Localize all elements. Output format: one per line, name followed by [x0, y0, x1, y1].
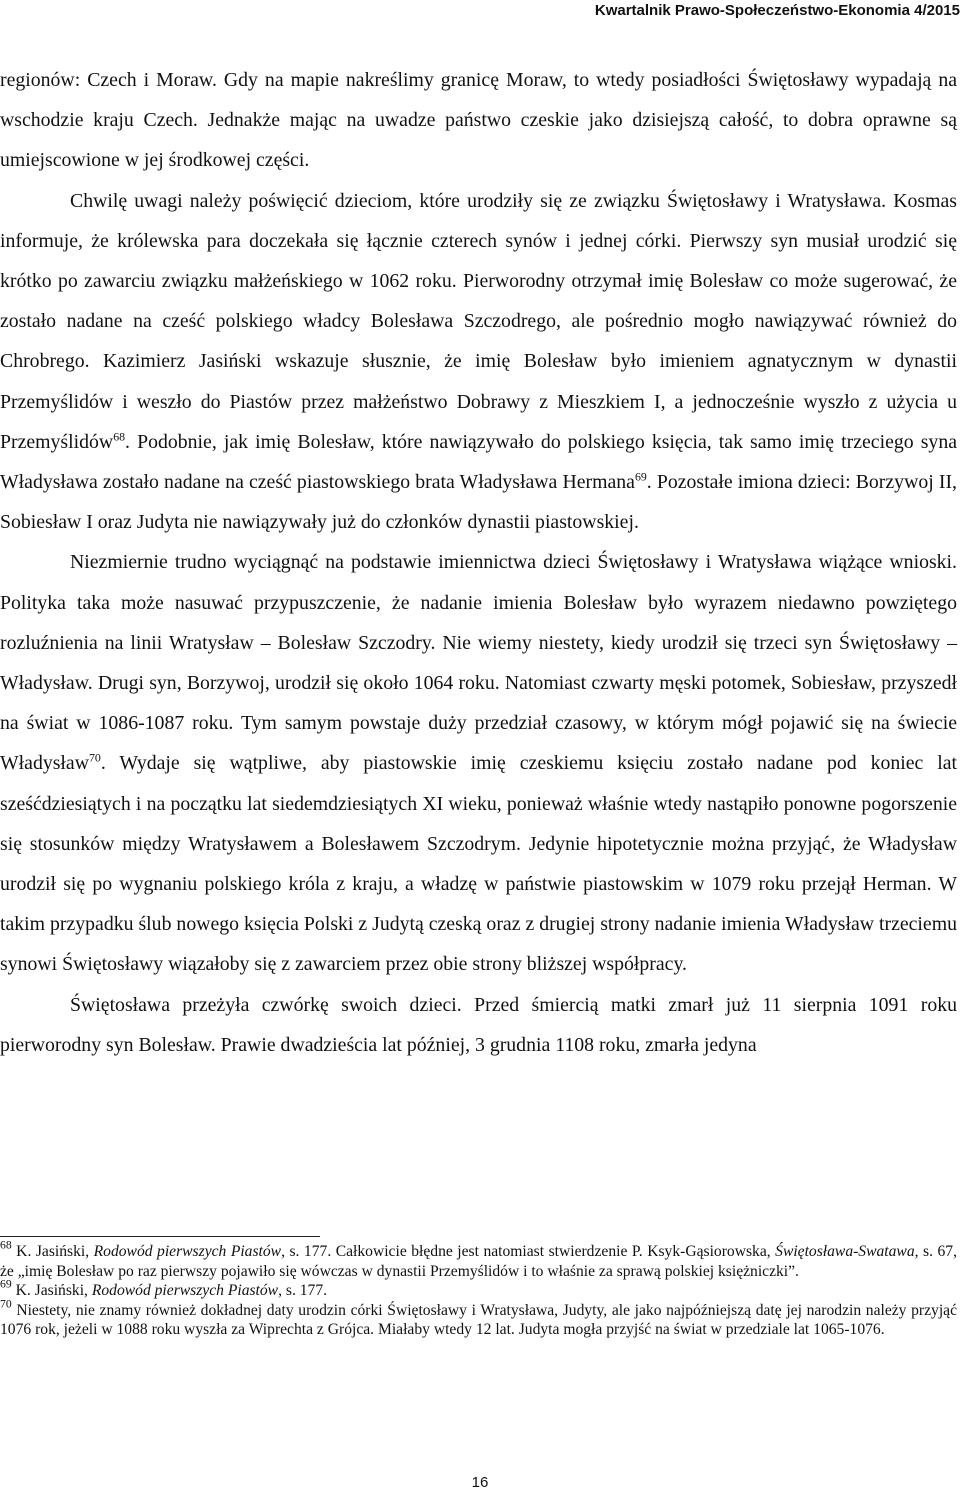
footnote-text: , s. 67, że „imię Bolesław po raz pierwszy pojawiło się wówczas w dynastii Przemyślidów i to właśnie za sprawą polskiej księżniczki”.: [0, 1243, 957, 1280]
paragraph-2-text-b: . Podobnie, jak imię Bolesław, które nawiązywało do polskiego księcia, tak samo imię trzeciego syna Władysława zostało nadane na cześć piastowskiego brata Władysława Hermana: [0, 430, 957, 494]
article-body: [0, 60, 957, 1065]
paragraph-2-text-c: . Pozostałe imiona dzieci: Borzywoj II, Sobiesław I oraz Judyta nie nawiązywały już do członków dynastii piastowskiej.: [0, 471, 957, 534]
footnote-68: [0, 1238, 957, 1281]
footnote-separator: [0, 1236, 320, 1237]
journal-header: Kwartalnik Prawo-Społeczeństwo-Ekonomia 4/2015: [594, 2, 960, 19]
footnote-ref-70[interactable]: 70: [89, 750, 101, 765]
paragraph-2-text-a: Chwilę uwagi należy poświęcić dzieciom, które urodziły się ze związku Świętosławy i Wratysława. Kosmas informuje, że królewska para doczekała się łącznie czterech synów i jednej córki. Pierwszy syn musiał urodzić się krótko po zawarciu związku małżeńskiego w 1062 roku. Pierworodny otrzymał imię Bolesław co może sugerować, że zostało nadane na cześć polskiego władcy Bolesława Szczodrego, ale pośrednio mogło nawiązywać również do Chrobrego. Kazimierz Jasiński wskazuje słusznie, że imię Bolesław było imieniem agnatycznym w dynastii Przemyślidów i weszło do Piastów przez małżeństwo Dobrawy z Mieszkiem I, a jednocześnie wyszło z użycia u Przemyślidów: [0, 189, 957, 453]
paragraph-3: [0, 542, 957, 984]
footnote-text: K. Jasiński,: [11, 1282, 92, 1300]
footnote-book-title: Rodowód pierwszych Piastów: [91, 1282, 279, 1300]
footnote-number: 70: [0, 1297, 12, 1311]
footnote-69: [0, 1277, 957, 1301]
footnote-number: 69: [0, 1277, 12, 1291]
paragraph-2: [0, 181, 957, 543]
paragraph-1: regionów: Czech i Moraw. Gdy na mapie nakreślimy granicę Moraw, to wtedy posiadłości Świętosławy wypadają na wschodzie kraju Czech. Jednakże mając na uwadze państwo czeskie jako dzisiejszą całość, to dobra oprawne są umiejscowione w jej środkowej części.: [0, 69, 957, 172]
footnote-book-title: Świętosława-Swatawa: [775, 1243, 915, 1260]
footnote-text: Niestety, nie znamy również dokładnej daty urodzin córki Świętosławy i Wratysława, Judyty, ale jako najpóźniejszą datę jej narodzin należy przyjąć 1076 rok, jeżeli w 1088 roku wyszła za Wiprechta z Grójca. Miałaby wtedy 12 lat. Judyta mogła przyjść na świat w przedziale lat 1065-1076.: [0, 1301, 957, 1339]
footnotes: [0, 1238, 957, 1340]
footnote-70: [0, 1297, 957, 1340]
paragraph-3-text-b: . Wydaje się wątpliwe, aby piastowskie imię czeskiemu księciu zostało nadane pod koniec lat sześćdziesiątych i na początku lat siedemdziesiątych XI wieku, ponieważ właśnie wtedy nastąpiło ponowne pogorszenie się stosunków między Wratysławem a Bolesławem Szczodrym. Jedynie hipotetycznie można przyjąć, że Władysław urodził się po wygnaniu polskiego króla z kraju, a władzę w państwie piastowskim w 1079 roku przejął Herman. W takim przypadku ślub nowego księcia Polski z Judytą czeską oraz z drugiej strony nadanie imienia Władysław trzeciemu synowi Świętosławy wiązałoby się z zawarciem przez obie strony bliższej współpracy.: [0, 752, 957, 976]
page-number: 16: [471, 1474, 489, 1491]
footnote-ref-69[interactable]: 69: [634, 469, 647, 484]
footnote-ref-68[interactable]: 68: [113, 429, 126, 444]
footnote-book-title: Rodowód pierwszych Piastów: [93, 1243, 282, 1260]
footnote-text: , s. 177.: [278, 1282, 328, 1300]
paragraph-4: Świętosława przeżyła czwórkę swoich dzieci. Przed śmiercią matki zmarł już 11 sierpnia 1091 roku pierworodny syn Bolesław. Prawie dwadzieścia lat później, 3 grudnia 1108 roku, zmarła jedyna: [0, 993, 957, 1056]
footnote-number: 68: [0, 1238, 12, 1252]
footnote-text: K. Jasiński,: [11, 1243, 94, 1260]
paragraph-3-text-a: Niezmiernie trudno wyciągnąć na podstawie imiennictwa dzieci Świętosławy i Wratysława wiążące wnioski. Polityka taka może nasuwać przypuszczenie, że nadanie imienia Bolesław było wyrazem niedawno powziętego rozluźnienia na linii Wratysław – Bolesław Szczodry. Nie wiemy niestety, kiedy urodził się trzeci syn Świętosławy – Władysław. Drugi syn, Borzywoj, urodził się około 1064 roku. Natomiast czwarty męski potomek, Sobiesław, przyszedł na świat w 1086-1087 roku. Tym samym powstaje duży przedział czasowy, w którym mógł pojawić się na świecie Władysław: [0, 551, 957, 775]
footnote-text: , s. 177. Całkowicie błędne jest natomiast stwierdzenie P. Ksyk-Gąsiorowska,: [281, 1243, 776, 1260]
